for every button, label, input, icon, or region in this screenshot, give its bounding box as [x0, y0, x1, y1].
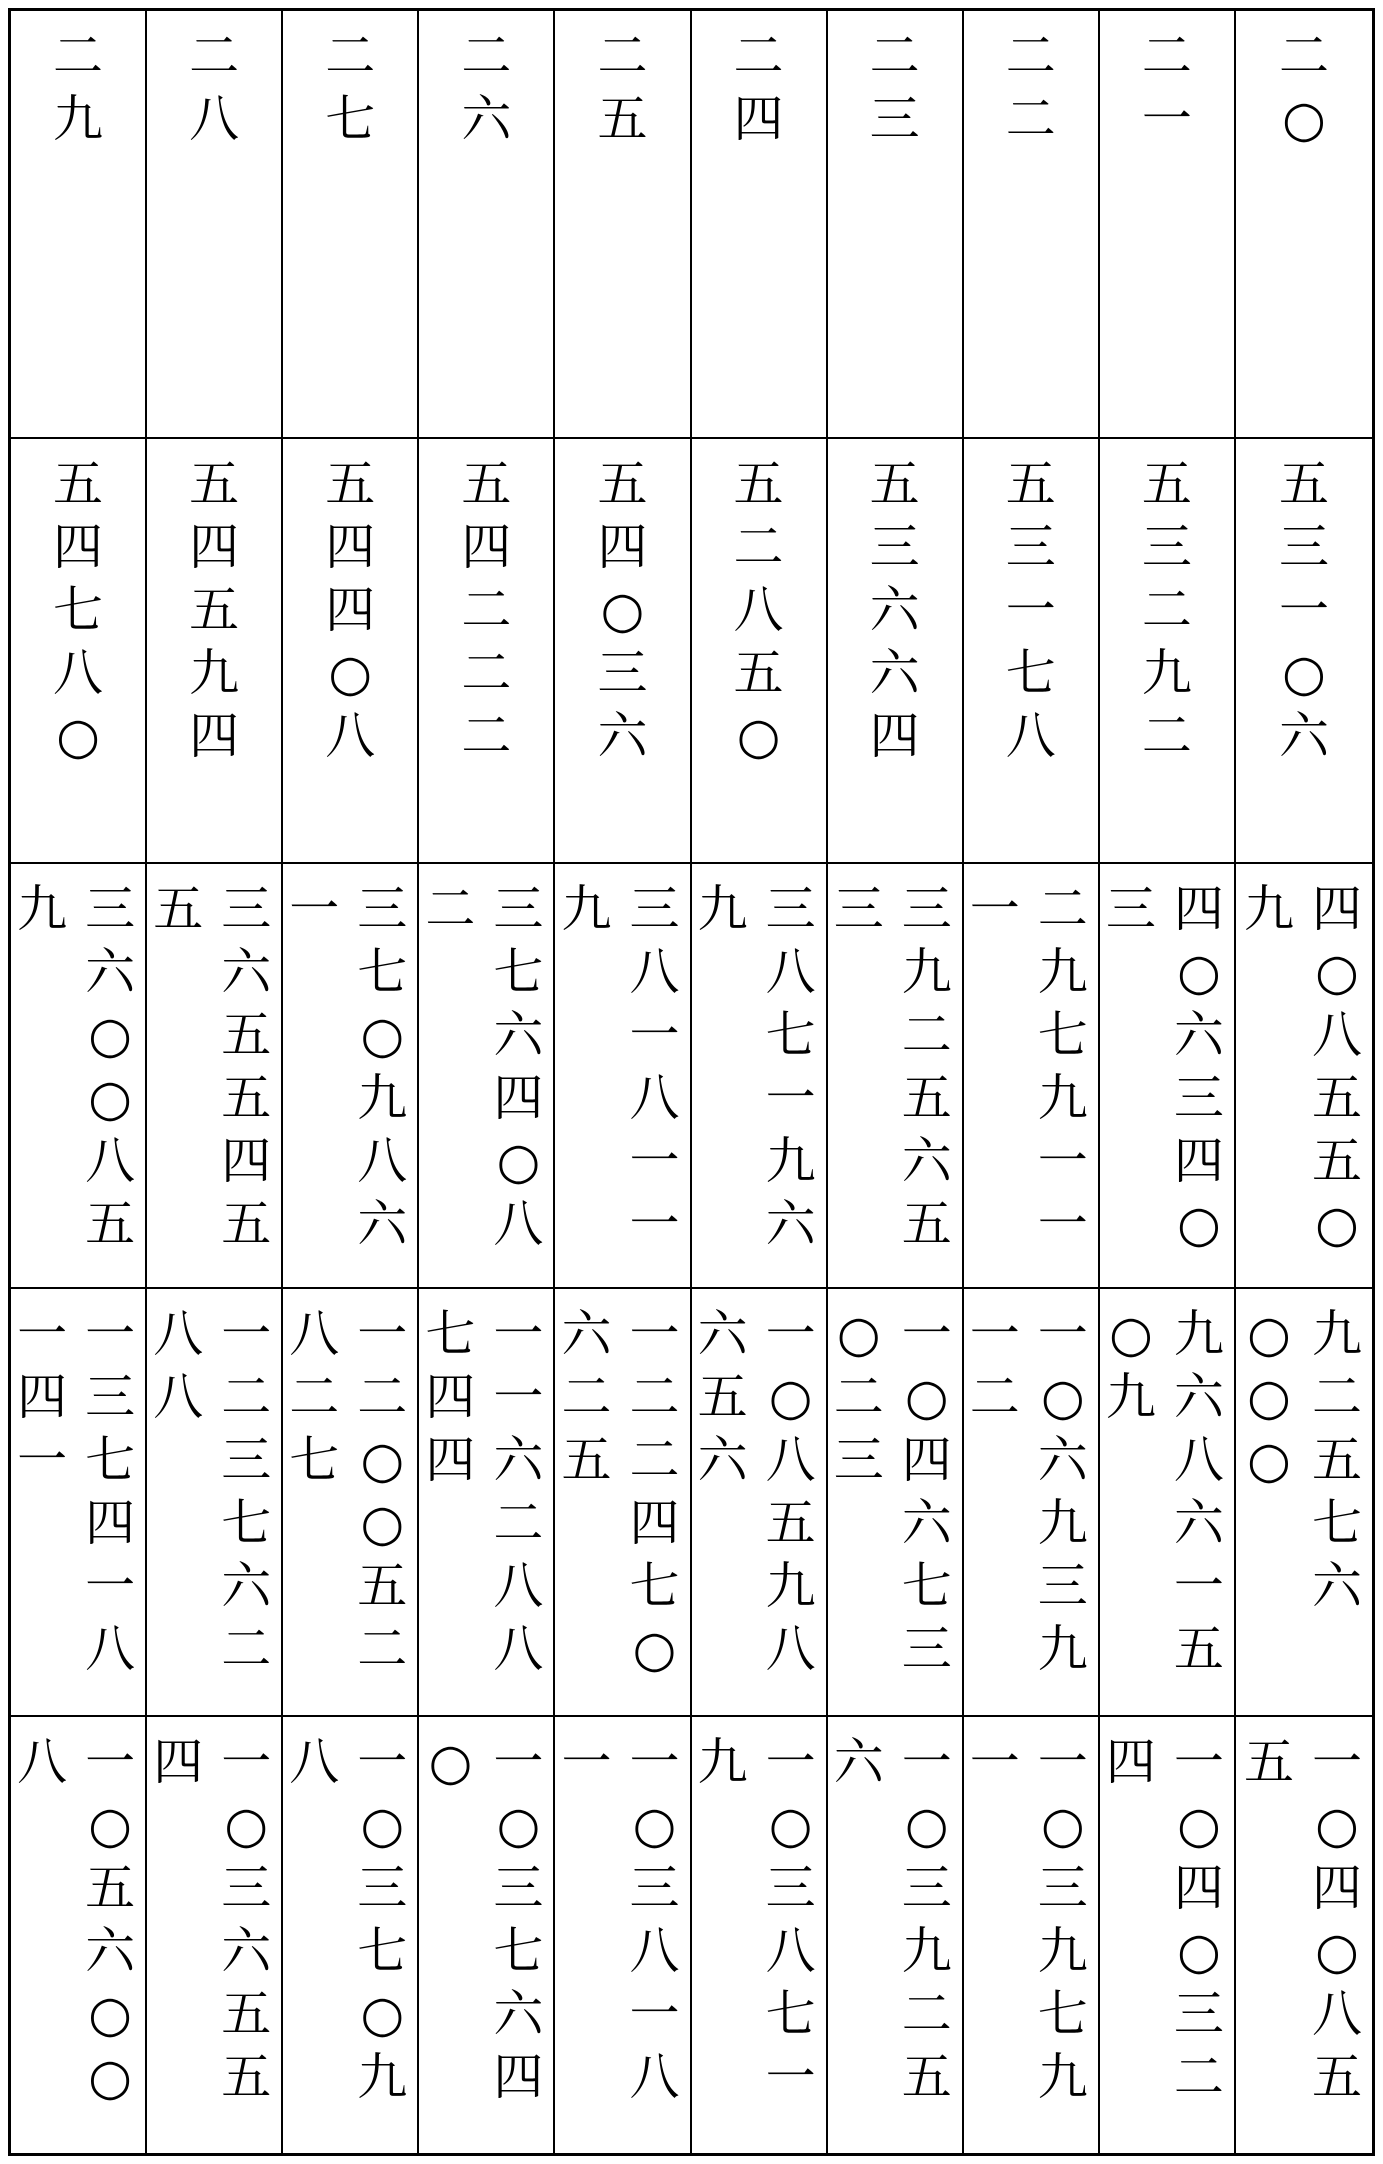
table-cell [147, 1717, 283, 2153]
cell-subtext: 六 五 六 [697, 1305, 748, 1489]
cell-subtext: 五 [153, 880, 204, 938]
cell-subtext: 九 [561, 880, 612, 938]
table-cell [692, 1717, 828, 2153]
cell-subtext: 六 二 五 [561, 1305, 612, 1489]
table-cell [11, 1717, 147, 2153]
cell-subtext: 九 [17, 880, 68, 938]
cell-text: 一 ○ 三 九 七 九 [1037, 1733, 1088, 2106]
cell-text: 三 七 ○ 九 八 六 [357, 880, 408, 1253]
table-cell [419, 439, 555, 864]
table-cell [692, 439, 828, 864]
table-cell [283, 1717, 419, 2153]
cell-text: 一 一 六 二 八 八 [493, 1305, 544, 1678]
table-cell [555, 11, 691, 439]
cell-text: 三 六 ○ ○ 八 五 [85, 880, 136, 1253]
cell-text: 一 ○ 八 五 九 八 [765, 1305, 816, 1678]
cell-subtext: 八 [17, 1733, 68, 1791]
cell-text: 五 四 四 ○ 八 [325, 455, 376, 765]
cell-subtext: ○ [428, 1733, 473, 1791]
cell-subtext: 二 [425, 880, 476, 938]
cell-subtext: ○ 二 三 [833, 1305, 884, 1489]
cell-subtext: 三 [833, 880, 884, 938]
cell-text: 一 ○ 四 六 七 三 [901, 1305, 952, 1678]
cell-text: 二 九 七 九 一 一 [1037, 880, 1088, 1253]
table-cell [1100, 1717, 1236, 2153]
cell-subtext: 六 [833, 1733, 884, 1791]
table-cell [419, 1289, 555, 1717]
table-cell [828, 11, 964, 439]
table-cell [419, 1717, 555, 2153]
cell-text: 二 三 [869, 27, 920, 148]
cell-text: 四 ○ 六 三 四 ○ [1173, 880, 1224, 1253]
cell-subtext: 八 八 [153, 1305, 204, 1426]
cell-text: 一 二 三 七 六 二 [221, 1305, 272, 1678]
cell-text: 三 七 六 四 ○ 八 [493, 880, 544, 1253]
cell-text: 一 ○ 五 六 ○ ○ [85, 1733, 136, 2106]
table-cell [283, 1289, 419, 1717]
table-cell [283, 439, 419, 864]
cell-subtext: 一 二 [969, 1305, 1020, 1426]
table-cell [11, 864, 147, 1289]
table-cell [1100, 439, 1236, 864]
cell-text: 一 ○ 三 六 五 五 [221, 1733, 272, 2106]
cell-subtext: 四 [1105, 1733, 1156, 1791]
cell-subtext: 九 [697, 1733, 748, 1791]
cell-text: 五 三 一 七 八 [1005, 455, 1056, 765]
table-cell [11, 439, 147, 864]
table-cell [828, 864, 964, 1289]
cell-text: 三 八 七 一 九 六 [765, 880, 816, 1253]
table-cell [283, 864, 419, 1289]
table-cell [692, 864, 828, 1289]
table-cell [1236, 864, 1372, 1289]
cell-text: 三 六 五 五 四 五 [221, 880, 272, 1253]
cell-subtext: 八 [289, 1733, 340, 1791]
cell-subtext: 三 [1105, 880, 1156, 938]
table-cell [1100, 1289, 1236, 1717]
cell-text: 二 二 [1005, 27, 1056, 148]
cell-subtext: 一 [969, 880, 1020, 938]
cell-text: 一 三 七 四 一 八 [85, 1305, 136, 1678]
cell-text: 二 五 [597, 27, 648, 148]
cell-text: 二 四 [733, 27, 784, 148]
cell-subtext: 五 [1244, 1733, 1294, 1791]
cell-subtext: ○ ○ ○ [1247, 1305, 1291, 1489]
table-cell [147, 864, 283, 1289]
cell-subtext: 八 二 七 [289, 1305, 340, 1489]
cell-subtext: 一 [969, 1733, 1020, 1791]
table-cell [1236, 1717, 1372, 2153]
table-cell [828, 1289, 964, 1717]
table-cell [1100, 864, 1236, 1289]
cell-text: 四 ○ 八 五 五 ○ [1312, 880, 1362, 1253]
cell-text: 五 二 八 五 ○ [733, 455, 784, 765]
cell-text: 九 二 五 七 六 [1312, 1305, 1362, 1615]
cell-subtext: 一 [289, 880, 340, 938]
cell-text: 一 ○ 三 八 七 一 [765, 1733, 816, 2106]
cell-subtext: 七 四 四 [425, 1305, 476, 1489]
cell-text: 一 ○ 三 七 ○ 九 [357, 1733, 408, 2106]
table-cell [283, 11, 419, 439]
cell-text: 五 三 二 九 二 [1141, 455, 1192, 765]
cell-text: 一 ○ 三 八 一 八 [629, 1733, 680, 2106]
cell-text: 一 ○ 三 九 二 五 [901, 1733, 952, 2106]
cell-text: 二 六 [461, 27, 512, 148]
table-cell [1236, 439, 1372, 864]
table-cell [11, 11, 147, 439]
cell-text: 二 九 [53, 27, 104, 148]
cell-text: 二 八 [189, 27, 240, 148]
table-cell [555, 439, 691, 864]
cell-subtext: 一 四 一 [17, 1305, 68, 1489]
table-cell [828, 1717, 964, 2153]
table-cell [964, 439, 1100, 864]
table-cell [1100, 11, 1236, 439]
table-cell [11, 1289, 147, 1717]
cell-subtext: 九 [1244, 880, 1294, 938]
cell-text: 三 九 二 五 六 五 [901, 880, 952, 1253]
cell-text: 一 ○ 四 ○ 三 二 [1173, 1733, 1224, 2106]
cell-text: 二 一 [1141, 27, 1192, 148]
table-cell [555, 1717, 691, 2153]
cell-text: 一 ○ 四 ○ 八 五 [1312, 1733, 1362, 2106]
table-cell [964, 11, 1100, 439]
cell-subtext: ○ 九 [1105, 1305, 1156, 1426]
table-cell [964, 1289, 1100, 1717]
table-cell [692, 11, 828, 439]
table-cell [964, 1717, 1100, 2153]
numeric-table [8, 8, 1375, 2156]
table-cell [147, 439, 283, 864]
cell-text: 五 四 二 二 二 [461, 455, 512, 765]
table-cell [1236, 1289, 1372, 1717]
cell-text: 一 二 二 四 七 ○ [629, 1305, 680, 1678]
cell-text: 二 七 [325, 27, 376, 148]
cell-text: 一 ○ 三 七 六 四 [493, 1733, 544, 2106]
cell-text: 一 二 ○ ○ 五 二 [357, 1305, 408, 1678]
cell-subtext: 九 [697, 880, 748, 938]
cell-text: 五 四 ○ 三 六 [597, 455, 648, 765]
cell-text: 二 ○ [1278, 27, 1329, 148]
table-cell [147, 11, 283, 439]
cell-text: 五 三 六 六 四 [869, 455, 920, 765]
table-cell [828, 439, 964, 864]
cell-text: 九 六 八 六 一 五 [1173, 1305, 1224, 1678]
cell-text: 五 四 七 八 ○ [53, 455, 104, 765]
table-cell [147, 1289, 283, 1717]
table-cell [555, 1289, 691, 1717]
cell-text: 五 四 五 九 四 [189, 455, 240, 765]
table-cell [964, 864, 1100, 1289]
table-cell [419, 11, 555, 439]
table-cell [555, 864, 691, 1289]
cell-text: 三 八 一 八 一 一 [629, 880, 680, 1253]
cell-subtext: 四 [153, 1733, 204, 1791]
table-cell [1236, 11, 1372, 439]
cell-text: 一 ○ 六 九 三 九 [1037, 1305, 1088, 1678]
cell-text: 五 三 一 ○ 六 [1278, 455, 1329, 765]
table-cell [692, 1289, 828, 1717]
cell-subtext: 一 [561, 1733, 612, 1791]
table-cell [419, 864, 555, 1289]
